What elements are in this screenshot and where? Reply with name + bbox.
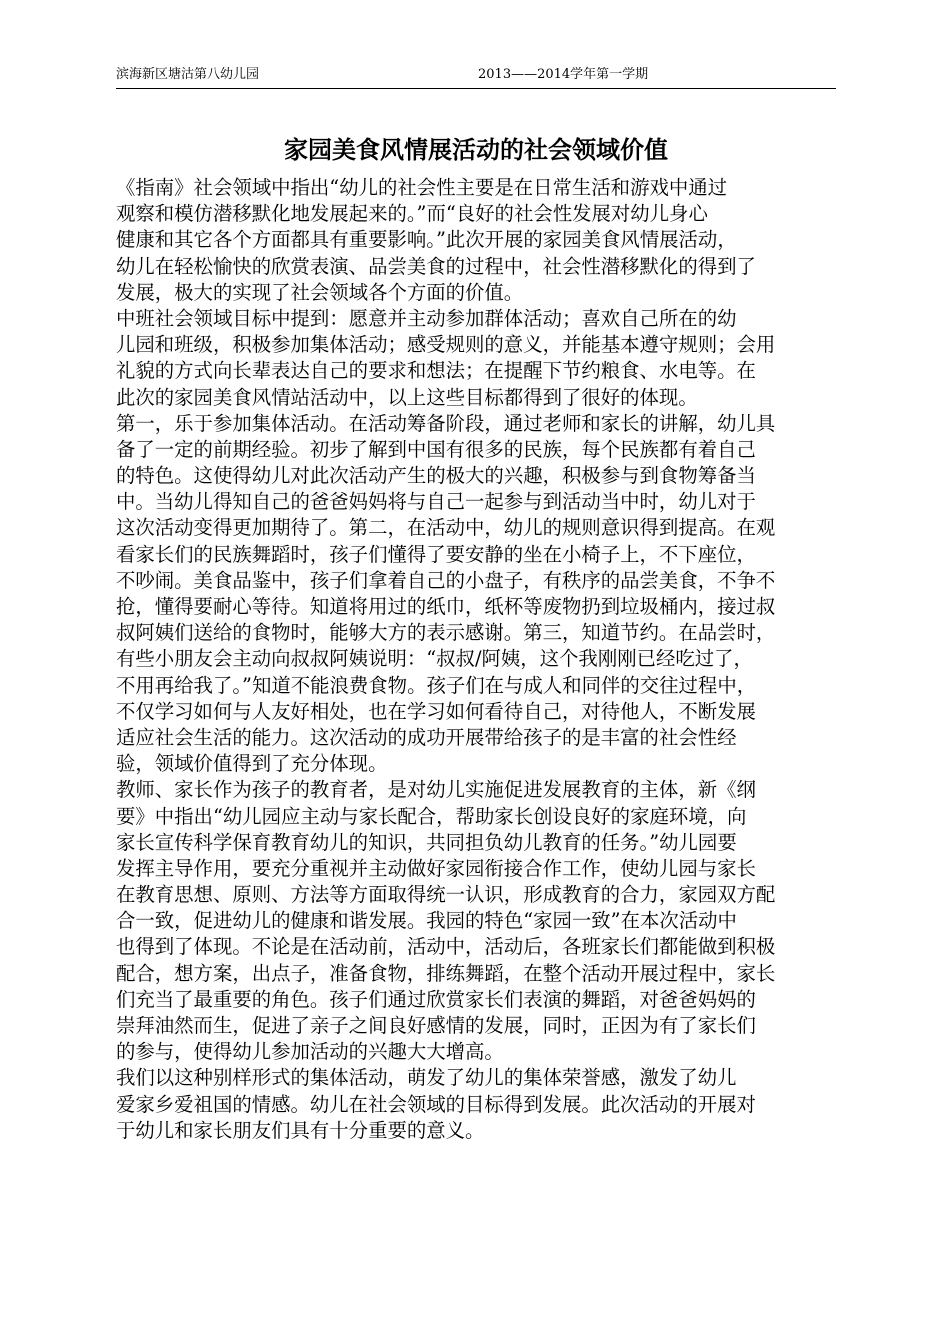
body-line: 合一致，促进幼儿的健康和谐发展。我园的特色“家园一致”在本次活动中 xyxy=(116,909,737,933)
body-line: 叔阿姨们送给的食物时，能够大方的表示感谢。第三，知道节约。在品尝时， xyxy=(116,621,776,645)
body-line: 的特色。这使得幼儿对此次活动产生的极大的兴趣，积极参与到食物筹备当 xyxy=(116,464,756,488)
header-school-name: 滨海新区塘沽第八幼儿园 xyxy=(116,67,260,82)
body-line: 们充当了最重要的角色。孩子们通过欣赏家长们表演的舞蹈，对爸爸妈妈的 xyxy=(116,987,756,1011)
body-line: 有些小朋友会主动向叔叔阿姨说明：“叔叔/阿姨，这个我刚刚已经吃过了， xyxy=(116,647,753,671)
header-term: 2013——2014学年第一学期 xyxy=(478,67,649,82)
body-line: 在教育思想、原则、方法等方面取得统一认识，形成教育的合力，家园双方配 xyxy=(116,883,776,907)
body-line: 的参与，使得幼儿参加活动的兴趣大大增高。 xyxy=(116,1040,504,1064)
body-line: 这次活动变得更加期待了。第二，在活动中，幼儿的规则意识得到提高。在观 xyxy=(116,516,776,540)
body-line: 此次的家园美食风情站活动中，以上这些目标都得到了很好的体现。 xyxy=(116,385,698,409)
body-line: 于幼儿和家长朋友们具有十分重要的意义。 xyxy=(116,1118,485,1142)
body-line: 适应社会生活的能力。这次活动的成功开展带给孩子的是丰富的社会性经 xyxy=(116,725,737,749)
page-header xyxy=(116,66,836,89)
body-line: 备了一定的前期经验。初步了解到中国有很多的民族，每个民族都有着自己 xyxy=(116,437,756,461)
body-line: 中。当幼儿得知自己的爸爸妈妈将与自己一起参与到活动当中时，幼儿对于 xyxy=(116,490,756,514)
body-line: 爱家乡爱祖国的情感。幼儿在社会领域的目标得到发展。此次活动的开展对 xyxy=(116,1092,756,1116)
body-line: 家长宣传科学保育教育幼儿的知识，共同担负幼儿教育的任务。”幼儿园要 xyxy=(116,830,737,854)
body-line: 儿园和班级，积极参加集体活动；感受规则的意义，并能基本遵守规则；会用 xyxy=(116,333,776,357)
body-line: 抢，懂得要耐心等待。知道将用过的纸巾，纸杯等废物扔到垃圾桶内，接过叔 xyxy=(116,595,776,618)
body-line: 礼貌的方式向长辈表达自己的要求和想法；在提醒下节约粮食、水电等。在 xyxy=(116,359,756,383)
body-line: 验，领域价值得到了充分体现。 xyxy=(116,752,388,776)
body-line: 配合，想方案，出点子，准备食物，排练舞蹈，在整个活动开展过程中，家长 xyxy=(116,961,776,985)
body-line: 健康和其它各个方面都具有重要影响。”此次开展的家园美食风情展活动， xyxy=(116,228,737,252)
body-line: 看家长们的民族舞蹈时，孩子们懂得了要安静的坐在小椅子上，不下座位， xyxy=(116,542,756,566)
body-line: 观察和模仿潜移默化地发展起来的。”而“良好的社会性发展对幼儿身心 xyxy=(116,202,708,226)
body-line: 中班社会领域目标中提到：愿意并主动参加群体活动；喜欢自己所在的幼 xyxy=(116,306,737,330)
body-line: 《指南》社会领域中指出“幼儿的社会性主要是在日常生活和游戏中通过 xyxy=(116,176,728,199)
body-line: 发展，极大的实现了社会领域各个方面的价值。 xyxy=(116,280,524,304)
body-line: 不用再给我了。”知道不能浪费食物。孩子们在与成人和同伴的交往过程中， xyxy=(116,673,757,697)
body-line: 崇拜油然而生，促进了亲子之间良好感情的发展，同时，正因为有了家长们 xyxy=(116,1014,756,1037)
document-title: 家园美食风情展活动的社会领域价值 xyxy=(284,136,668,164)
document-body xyxy=(116,175,856,1144)
body-line: 不吵闹。美食品鉴中，孩子们拿着自己的小盘子，有秩序的品尝美食，不争不 xyxy=(116,568,776,592)
body-line: 教师、家长作为孩子的教育者，是对幼儿实施促进发展教育的主体，新《纲 xyxy=(116,778,756,802)
body-line: 幼儿在轻松愉快的欣赏表演、品尝美食的过程中，社会性潜移默化的得到了 xyxy=(116,254,756,278)
body-line: 不仅学习如何与人友好相处，也在学习如何看待自己，对待他人，不断发展 xyxy=(116,699,756,723)
body-line: 发挥主导作用，要充分重视并主动做好家园衔接合作工作，使幼儿园与家长 xyxy=(116,856,756,880)
body-line: 第一，乐于参加集体活动。在活动筹备阶段，通过老师和家长的讲解，幼儿具 xyxy=(116,411,776,435)
body-line: 要》中指出“幼儿园应主动与家长配合，帮助家长创设良好的家庭环境，向 xyxy=(116,804,747,828)
body-line: 我们以这种别样形式的集体活动，萌发了幼儿的集体荣誉感，激发了幼儿 xyxy=(116,1066,737,1090)
body-line: 也得到了体现。不论是在活动前，活动中，活动后，各班家长们都能做到积极 xyxy=(116,935,776,959)
